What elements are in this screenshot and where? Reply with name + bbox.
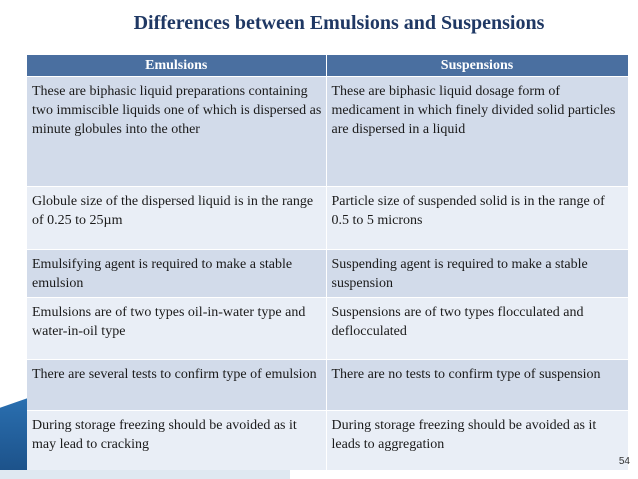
suspension-cell: Suspensions are of two types flocculated and deflocculated xyxy=(326,298,628,360)
corner-decoration xyxy=(0,398,28,479)
emulsion-cell: Globule size of the dispersed liquid is in the range of 0.25 to 25µm xyxy=(27,187,326,250)
header-emulsions: Emulsions xyxy=(27,55,326,77)
emulsion-cell: Emulsions are of two types oil-in-water type and water-in-oil type xyxy=(27,298,326,360)
table-row xyxy=(27,360,628,411)
header-suspensions: Suspensions xyxy=(326,55,628,77)
suspension-cell: These are biphasic liquid dosage form of medicament in which finely divided solid particles are dispersed in a liquid xyxy=(326,77,628,187)
table-header-row xyxy=(27,55,628,77)
suspension-cell: During storage freezing should be avoided as it leads to aggregation xyxy=(326,411,628,470)
suspension-cell: Suspending agent is required to make a stable suspension xyxy=(326,250,628,298)
table-row xyxy=(27,250,628,298)
page-number: 54 xyxy=(618,456,630,467)
suspension-cell: Particle size of suspended solid is in the range of 0.5 to 5 microns xyxy=(326,187,628,250)
table-row xyxy=(27,411,628,470)
emulsion-cell: There are several tests to confirm type of emulsion xyxy=(27,360,326,411)
emulsion-cell: Emulsifying agent is required to make a stable emulsion xyxy=(27,250,326,298)
table-row xyxy=(27,77,628,187)
emulsion-cell: These are biphasic liquid preparations containing two immiscible liquids one of which is dispersed as minute globules into the other xyxy=(27,77,326,187)
slide-title: Differences between Emulsions and Suspensions xyxy=(133,12,545,34)
bottom-decoration-bar xyxy=(0,470,290,479)
comparison-table xyxy=(27,55,629,470)
table-row xyxy=(27,187,628,250)
suspension-cell: There are no tests to confirm type of suspension xyxy=(326,360,628,411)
emulsion-cell: During storage freezing should be avoided as it may lead to cracking xyxy=(27,411,326,470)
table-row xyxy=(27,298,628,360)
